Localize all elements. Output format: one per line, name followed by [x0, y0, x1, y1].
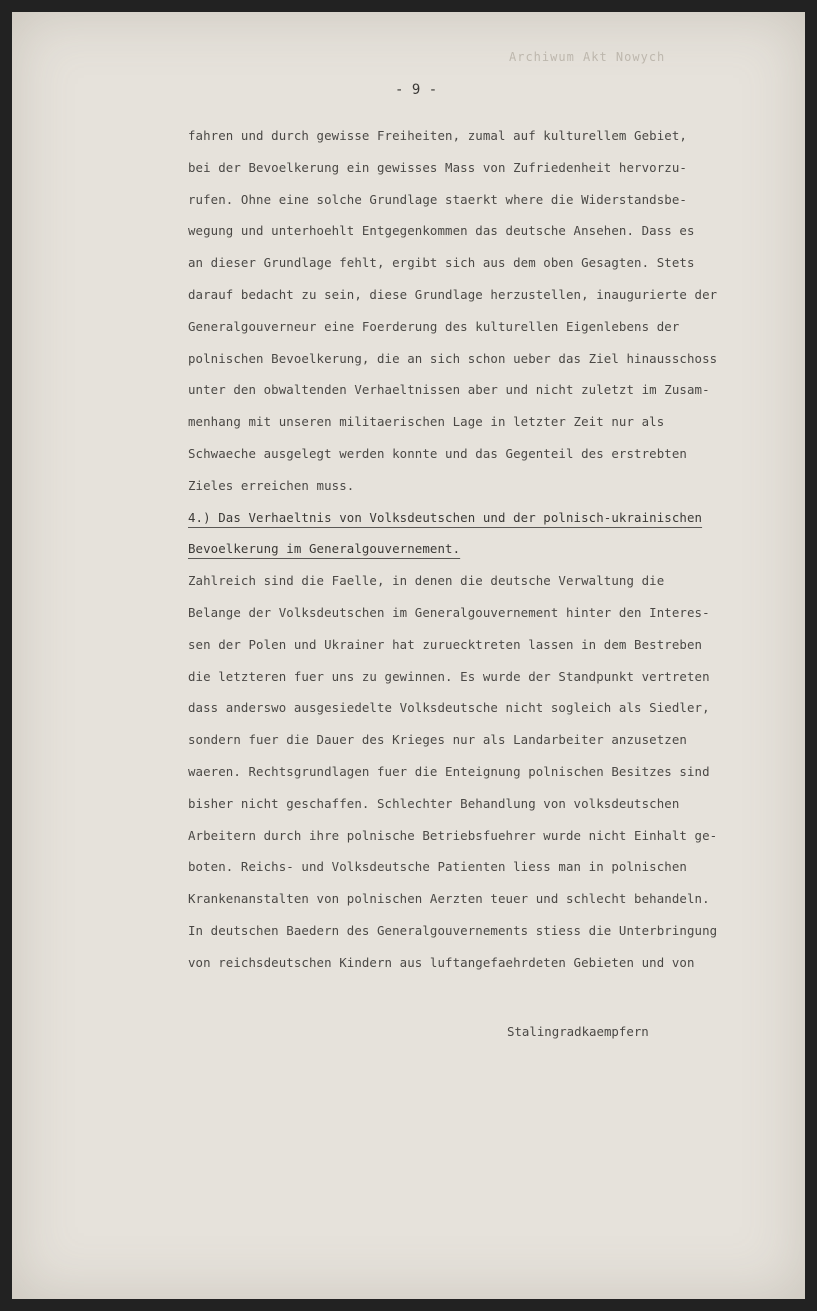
- text-line: an dieser Grundlage fehlt, ergibt sich aus dem oben Gesagten. Stets: [188, 255, 695, 271]
- document-page: [12, 12, 805, 1299]
- text-line: Schwaeche ausgelegt werden konnte und das Gegenteil des erstrebten: [188, 445, 687, 461]
- page-number: - 9 -: [395, 82, 438, 98]
- body-text: [188, 120, 768, 979]
- text-line: polnischen Bevoelkerung, die an sich schon ueber das Ziel hinausschoss: [188, 350, 718, 366]
- text-line: In deutschen Baedern des Generalgouvernements stiess die Unterbringung: [188, 922, 718, 938]
- section-heading-line: 4.) Das Verhaeltnis von Volksdeutschen und der polnisch-ukrainischen: [188, 509, 703, 525]
- text-line: sondern fuer die Dauer des Krieges nur als Landarbeiter anzusetzen: [188, 732, 687, 748]
- text-line: Zieles erreichen muss.: [188, 477, 355, 493]
- text-line: bisher nicht geschaffen. Schlechter Behandlung von volksdeutschen: [188, 795, 680, 811]
- text-line: bei der Bevoelkerung ein gewisses Mass von Zufriedenheit hervorzu-: [188, 159, 687, 175]
- text-line: von reichsdeutschen Kindern aus luftangefaehrdeten Gebieten und von: [188, 954, 695, 970]
- section-heading-line: Bevoelkerung im Generalgouvernement.: [188, 541, 461, 557]
- text-line: sen der Polen und Ukrainer hat zuruecktreten lassen in dem Bestreben: [188, 636, 703, 652]
- text-line: fahren und durch gewisse Freiheiten, zumal auf kulturellem Gebiet,: [188, 128, 687, 143]
- text-line: unter den obwaltenden Verhaeltnissen aber und nicht zuletzt im Zusam-: [188, 382, 710, 398]
- text-line: menhang mit unseren militaerischen Lage in letzter Zeit nur als: [188, 414, 665, 430]
- text-line: Zahlreich sind die Faelle, in denen die deutsche Verwaltung die: [188, 573, 665, 589]
- text-line: Belange der Volksdeutschen im Generalgouvernement hinter den Interes-: [188, 604, 710, 620]
- text-line: wegung und unterhoehlt Entgegenkommen das deutsche Ansehen. Dass es: [188, 223, 695, 239]
- archive-stamp: Archiwum Akt Nowych: [509, 50, 666, 64]
- text-line: Arbeitern durch ihre polnische Betriebsfuehrer wurde nicht Einhalt ge-: [188, 827, 718, 843]
- text-line: die letzteren fuer uns zu gewinnen. Es wurde der Standpunkt vertreten: [188, 668, 710, 684]
- text-line: Generalgouverneur eine Foerderung des kulturellen Eigenlebens der: [188, 318, 680, 334]
- text-line: waeren. Rechtsgrundlagen fuer die Enteignung polnischen Besitzes sind: [188, 763, 710, 779]
- text-line: dass anderswo ausgesiedelte Volksdeutsche nicht sogleich als Siedler,: [188, 700, 710, 716]
- text-line: darauf bedacht zu sein, diese Grundlage herzustellen, inaugurierte der: [188, 286, 718, 302]
- closing-line: Stalingradkaempfern: [507, 1024, 649, 1039]
- text-line: rufen. Ohne eine solche Grundlage staerkt where die Widerstandsbe-: [188, 191, 687, 207]
- text-line: Krankenanstalten von polnischen Aerzten teuer und schlecht behandeln.: [188, 891, 710, 907]
- text-line: boten. Reichs- und Volksdeutsche Patienten liess man in polnischen: [188, 859, 687, 875]
